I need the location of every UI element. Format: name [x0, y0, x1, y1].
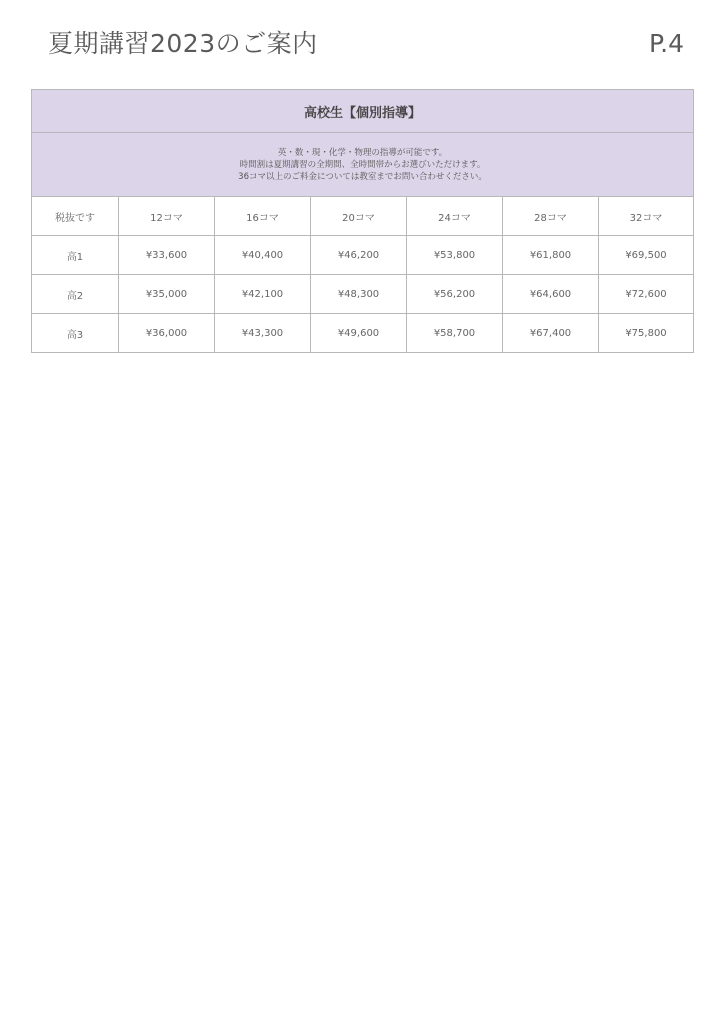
price-cell: ¥49,600 — [311, 314, 407, 353]
price-cell: ¥75,800 — [599, 314, 694, 353]
note-line: 時間割は夏期講習の全期間、全時間帯からお選びいただけます。 — [239, 159, 486, 170]
column-header: 16コマ — [215, 197, 311, 236]
column-header-tax-note: 税抜です — [32, 197, 119, 236]
row-label: 高1 — [32, 236, 119, 275]
price-cell: ¥56,200 — [407, 275, 503, 314]
table-row — [32, 314, 694, 353]
price-cell: ¥58,700 — [407, 314, 503, 353]
page-number: P.4 — [648, 29, 684, 58]
table-row — [32, 236, 694, 275]
price-cell: ¥43,300 — [215, 314, 311, 353]
page-header — [48, 27, 684, 63]
column-header: 20コマ — [311, 197, 407, 236]
column-header: 28コマ — [503, 197, 599, 236]
price-cell: ¥64,600 — [503, 275, 599, 314]
price-cell: ¥72,600 — [599, 275, 694, 314]
price-cell: ¥48,300 — [311, 275, 407, 314]
column-header: 24コマ — [407, 197, 503, 236]
price-cell: ¥40,400 — [215, 236, 311, 275]
price-cell: ¥42,100 — [215, 275, 311, 314]
column-header: 32コマ — [599, 197, 694, 236]
note-line: 英・数・現・化学・物理の指導が可能です。 — [277, 147, 448, 158]
price-table — [31, 89, 694, 353]
table-notes — [32, 133, 694, 197]
column-header: 12コマ — [119, 197, 215, 236]
table-row — [32, 275, 694, 314]
price-cell: ¥35,000 — [119, 275, 215, 314]
price-cell: ¥36,000 — [119, 314, 215, 353]
price-cell: ¥33,600 — [119, 236, 215, 275]
table-title-row — [32, 90, 694, 133]
page-title: 夏期講習2023のご案内 — [48, 29, 318, 58]
column-header-row — [32, 197, 694, 236]
note-line: 36コマ以上のご料金については教室までお問い合わせください。 — [238, 171, 487, 182]
price-cell: ¥61,800 — [503, 236, 599, 275]
price-cell: ¥69,500 — [599, 236, 694, 275]
price-cell: ¥67,400 — [503, 314, 599, 353]
table-note-row — [32, 133, 694, 197]
table-title: 高校生【個別指導】 — [32, 90, 694, 133]
row-label: 高2 — [32, 275, 119, 314]
price-cell: ¥53,800 — [407, 236, 503, 275]
row-label: 高3 — [32, 314, 119, 353]
price-cell: ¥46,200 — [311, 236, 407, 275]
